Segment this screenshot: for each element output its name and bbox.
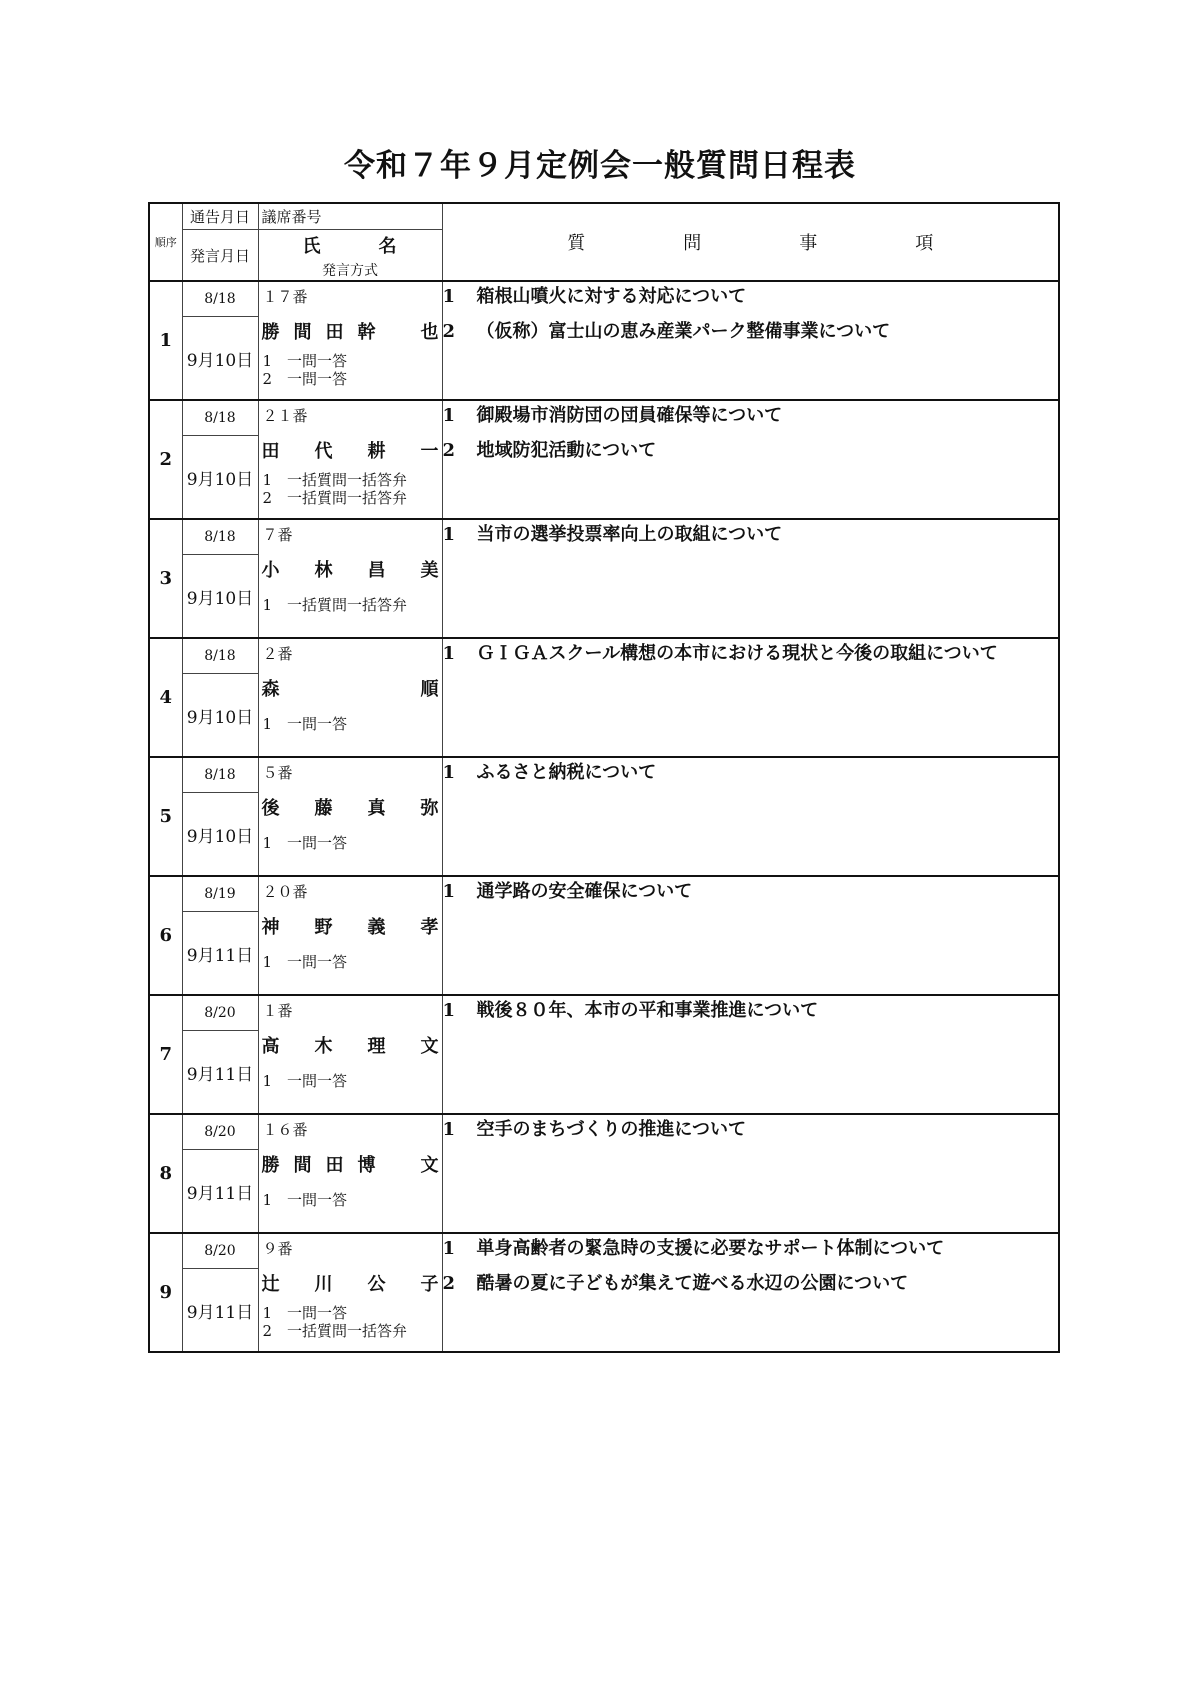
topic-number: 2 [442, 1273, 456, 1294]
header-seat: 議席番号 [258, 203, 442, 230]
row-order: 3 [149, 519, 182, 638]
speech-method: 1 一問一答 [262, 715, 348, 733]
speech-method: 2 一括質問一括答弁 [262, 489, 408, 507]
name-char: 高 [261, 1036, 280, 1057]
page-title: 令和７年９月定例会一般質問日程表 [344, 148, 856, 184]
speech-methods [259, 1072, 442, 1090]
name-char: 文 [420, 1036, 439, 1057]
speech-method: 2 一括質問一括答弁 [262, 1322, 408, 1340]
name-char: 木 [314, 1036, 333, 1057]
table-row [149, 757, 1059, 793]
table-row [149, 876, 1059, 912]
topic-item [443, 317, 1059, 352]
topic-number: 1 [442, 524, 456, 545]
name-char: 也 [420, 322, 439, 343]
name-char: 文 [420, 1155, 439, 1176]
seat-number: １６番 [262, 1121, 308, 1139]
topic-number: 2 [442, 321, 456, 342]
seat-number: ９番 [262, 1240, 293, 1258]
question-topics [442, 638, 1059, 757]
topic-item [443, 520, 1059, 555]
topic-number: 1 [442, 405, 456, 426]
name-char: 後 [261, 798, 280, 819]
question-topics [442, 1114, 1059, 1233]
speech-methods [259, 1191, 442, 1209]
table-row [149, 1114, 1059, 1150]
member-cell [258, 757, 442, 876]
speech-date: 9月11日 [182, 1269, 258, 1353]
name-char: 美 [420, 560, 439, 581]
member-name [259, 1270, 442, 1294]
name-char: 弥 [420, 798, 439, 819]
speech-date: 9月11日 [182, 1150, 258, 1234]
row-order: 4 [149, 638, 182, 757]
name-char: 田 [261, 441, 280, 462]
name-char: 順 [420, 679, 439, 700]
member-cell [258, 876, 442, 995]
name-char: 幹 [357, 322, 376, 343]
member-name [259, 318, 442, 342]
member-cell [258, 281, 442, 400]
row-order: 6 [149, 876, 182, 995]
speech-method: 1 一問一答 [262, 1191, 348, 1209]
topic-number: 1 [442, 881, 456, 902]
topic-item [443, 1234, 1059, 1269]
topic-item [443, 996, 1059, 1031]
row-order: 5 [149, 757, 182, 876]
speech-date: 9月10日 [182, 555, 258, 639]
notice-date: 8/18 [182, 400, 258, 436]
speech-method: 2 一問一答 [262, 370, 348, 388]
seat-number: ７番 [262, 526, 293, 544]
speech-method: 1 一問一答 [262, 953, 348, 971]
name-char: 小 [261, 560, 280, 581]
speech-methods [259, 1304, 442, 1340]
speech-date: 9月10日 [182, 793, 258, 877]
member-cell [258, 638, 442, 757]
topic-number: 1 [442, 1000, 456, 1021]
table-row [149, 400, 1059, 436]
member-cell [258, 400, 442, 519]
header-name-cell [258, 230, 442, 282]
topic-number: 1 [442, 286, 456, 307]
topic-text: （仮称）富士山の恵み産業パーク整備事業について [476, 321, 891, 342]
notice-date: 8/18 [182, 281, 258, 317]
speech-methods [259, 471, 442, 507]
notice-date: 8/20 [182, 1233, 258, 1269]
header-topics: 質問事項 [442, 203, 1059, 281]
row-order: 1 [149, 281, 182, 400]
name-char: 神 [261, 917, 280, 938]
speech-methods [259, 352, 442, 388]
name-char: 野 [314, 917, 333, 938]
name-char: 田 [325, 1155, 344, 1176]
member-name [259, 1032, 442, 1056]
topic-text: ふるさと納税について [476, 762, 657, 783]
speech-method: 1 一問一答 [262, 1304, 348, 1322]
row-order: 7 [149, 995, 182, 1114]
table-row [149, 638, 1059, 674]
name-char: 子 [420, 1274, 439, 1295]
name-char: 理 [367, 1036, 386, 1057]
header-name: 氏 名 [302, 236, 398, 257]
topic-text: 空手のまちづくりの推進について [476, 1119, 746, 1140]
seat-number: １番 [262, 1002, 293, 1020]
row-order: 2 [149, 400, 182, 519]
speech-methods [259, 715, 442, 733]
name-char: 義 [367, 917, 386, 938]
name-char: 代 [314, 441, 333, 462]
speech-method: 1 一括質問一括答弁 [262, 471, 408, 489]
name-char: 勝 [261, 322, 280, 343]
name-char: 一 [420, 441, 439, 462]
topic-item [443, 758, 1059, 793]
row-order: 9 [149, 1233, 182, 1352]
topic-number: 2 [442, 440, 456, 461]
notice-date: 8/19 [182, 876, 258, 912]
name-char: 昌 [367, 560, 386, 581]
topic-text: 箱根山噴火に対する対応について [476, 286, 747, 307]
speech-methods [259, 834, 442, 852]
seat-number: ２番 [262, 645, 293, 663]
header-speech-date: 発言月日 [182, 230, 258, 282]
speech-date: 9月10日 [182, 317, 258, 401]
notice-date: 8/18 [182, 757, 258, 793]
table-row [149, 519, 1059, 555]
member-name [259, 675, 442, 699]
question-topics [442, 995, 1059, 1114]
member-name [259, 437, 442, 461]
header-method: 発言方式 [322, 263, 378, 279]
table-row [149, 995, 1059, 1031]
seat-number: ５番 [262, 764, 293, 782]
member-cell [258, 1233, 442, 1352]
speech-methods [259, 596, 442, 614]
schedule-table [148, 202, 1060, 1353]
name-char: 真 [367, 798, 386, 819]
name-char: 孝 [420, 917, 439, 938]
speech-date: 9月11日 [182, 1031, 258, 1115]
member-name [259, 556, 442, 580]
topic-item [443, 639, 1059, 674]
topic-item [443, 1269, 1059, 1304]
header-notice-date: 通告月日 [182, 203, 258, 230]
name-char: 藤 [314, 798, 333, 819]
notice-date: 8/20 [182, 1114, 258, 1150]
member-name [259, 794, 442, 818]
topic-text: 酷暑の夏に子どもが集えて遊べる水辺の公園について [476, 1273, 909, 1294]
topic-text: 通学路の安全確保について [476, 881, 693, 902]
member-cell [258, 995, 442, 1114]
name-char: 公 [367, 1274, 386, 1295]
seat-number: ２０番 [262, 883, 308, 901]
member-name [259, 1151, 442, 1175]
member-cell [258, 519, 442, 638]
member-cell [258, 1114, 442, 1233]
topic-item [443, 877, 1059, 912]
seat-number: ２１番 [262, 407, 308, 425]
speech-method: 1 一問一答 [262, 1072, 348, 1090]
table-row [149, 1233, 1059, 1269]
row-order: 8 [149, 1114, 182, 1233]
name-char: 辻 [261, 1274, 280, 1295]
topic-item [443, 1115, 1059, 1150]
speech-method: 1 一括質問一括答弁 [262, 596, 408, 614]
notice-date: 8/18 [182, 638, 258, 674]
name-char: 博 [357, 1155, 376, 1176]
speech-methods [259, 953, 442, 971]
speech-date: 9月11日 [182, 912, 258, 996]
name-char: 林 [314, 560, 333, 581]
name-char: 間 [293, 322, 312, 343]
topic-text: 御殿場市消防団の団員確保等について [476, 405, 783, 426]
name-char: 勝 [261, 1155, 280, 1176]
question-topics [442, 876, 1059, 995]
speech-date: 9月10日 [182, 674, 258, 758]
notice-date: 8/18 [182, 519, 258, 555]
speech-method: 1 一問一答 [262, 834, 348, 852]
name-char: 間 [293, 1155, 312, 1176]
topic-number: 1 [442, 762, 456, 783]
name-char: 森 [261, 679, 280, 700]
name-char: 耕 [367, 441, 386, 462]
speech-date: 9月10日 [182, 436, 258, 520]
topic-number: 1 [442, 643, 456, 664]
topic-text: 戦後８０年、本市の平和事業推進について [476, 1000, 819, 1021]
question-topics [442, 400, 1059, 519]
member-name [259, 913, 442, 937]
question-topics [442, 281, 1059, 400]
topic-text: 単身高齢者の緊急時の支援に必要なサポート体制について [476, 1238, 945, 1259]
topic-text: ＧＩＧＡスクール構想の本市における現状と今後の取組について [476, 643, 998, 664]
name-char: 田 [325, 322, 344, 343]
topic-text: 当市の選挙投票率向上の取組について [476, 524, 783, 545]
topic-item [443, 282, 1059, 317]
header-order: 順序 [149, 203, 182, 281]
topic-item [443, 436, 1059, 471]
question-topics [442, 519, 1059, 638]
question-topics [442, 757, 1059, 876]
notice-date: 8/20 [182, 995, 258, 1031]
topic-text: 地域防犯活動について [476, 440, 657, 461]
seat-number: １７番 [262, 288, 308, 306]
topic-number: 1 [442, 1238, 456, 1259]
speech-method: 1 一問一答 [262, 352, 348, 370]
table-row [149, 281, 1059, 317]
name-char: 川 [314, 1274, 333, 1295]
topic-item [443, 401, 1059, 436]
question-topics [442, 1233, 1059, 1352]
topic-number: 1 [442, 1119, 456, 1140]
